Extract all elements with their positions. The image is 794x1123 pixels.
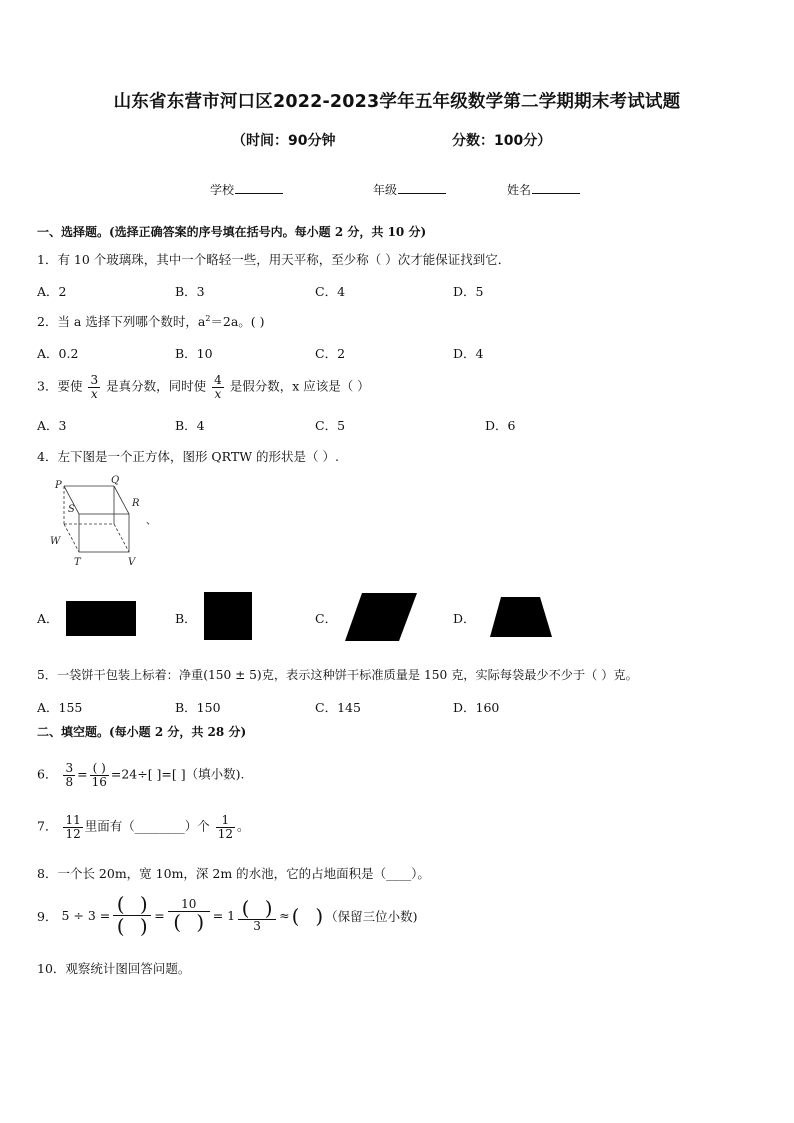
q6-equals: = <box>77 766 88 782</box>
cube-mark: 、 <box>146 516 156 527</box>
school-label: 学校 <box>210 183 235 197</box>
q7-fraction-1: $\frac{11}{12}$ <box>65 813 81 841</box>
grade-label: 年级 <box>373 183 398 197</box>
q5-option-d[interactable]: D．160 <box>453 700 500 715</box>
q9-numerator-blank[interactable]: ( ) <box>113 894 151 916</box>
q9-fraction-1[interactable] <box>113 894 151 937</box>
question-5: 5．一袋饼干包装上标着：净重(150 ± 5)克，表示这种饼干标准质量是 150 克，实际每袋最少不少于（ ）克。 <box>37 668 638 682</box>
school-blank[interactable] <box>235 181 283 194</box>
question-2 <box>37 312 265 330</box>
cube-label-s: S <box>68 504 75 515</box>
q3-option-b[interactable]: B．4 <box>175 418 205 433</box>
section2-heading: 二、填空题。(每小题 2 分，共 28 分) <box>37 725 247 739</box>
name-label: 姓名 <box>507 183 532 197</box>
q3-option-c[interactable]: C．5 <box>315 418 346 433</box>
question-10: 10．观察统计图回答问题。 <box>37 961 191 976</box>
q3-option-d[interactable]: D．6 <box>485 418 516 433</box>
question-8: 8．一个长 20m，宽 10m，深 2m 的水池，它的占地面积是（____）。 <box>37 866 430 881</box>
q1-option-a[interactable]: A．2 <box>37 284 67 299</box>
school-field <box>210 181 283 198</box>
q3-prefix: 3．要使 <box>37 378 83 394</box>
q4-shape-square[interactable] <box>204 592 252 640</box>
q2-exponent: 2 <box>205 313 211 323</box>
q3-middle: 是真分数，同时使 <box>106 378 207 394</box>
q4-shape-parallelogram[interactable] <box>344 592 418 642</box>
q7-middle[interactable]: 里面有（________）个 <box>84 818 210 834</box>
grade-field <box>373 181 446 198</box>
q6-fraction-2[interactable]: $\frac{( )}{16}$ <box>91 761 107 789</box>
q6-label: 6． <box>37 766 58 782</box>
q9-tail: （保留三位小数) <box>325 908 418 924</box>
question-7 <box>37 814 250 840</box>
q3-fraction-2: $\frac{4}{x}$ <box>214 373 222 401</box>
cube-label-p: P <box>55 480 62 491</box>
cube-label-q: Q <box>111 475 120 486</box>
q2-text-b: ＝2a。( ) <box>210 314 265 329</box>
cube-label-r: R <box>132 498 140 509</box>
q2-option-b[interactable]: B．10 <box>175 346 213 361</box>
q2-option-c[interactable]: C．2 <box>315 346 346 361</box>
name-field <box>507 181 580 198</box>
q5-option-b[interactable]: B．150 <box>175 700 221 715</box>
q9-lhs: 5 ÷ 3 = <box>61 908 111 923</box>
q9-result-blank[interactable]: ( ) <box>291 903 324 928</box>
q1-option-b[interactable]: B．3 <box>175 284 205 299</box>
q4-option-a[interactable]: A． <box>37 611 59 626</box>
q9-denominator-blank[interactable]: ( ) <box>116 914 148 938</box>
question-6 <box>37 762 244 788</box>
q2-text-a: 2．当 a 选择下列哪个数时，a <box>37 314 206 329</box>
question-4: 4．左下图是一个正方体，图形 QRTW 的形状是（ ）. <box>37 449 339 464</box>
exam-time: （时间：90分钟 <box>232 133 336 149</box>
q9-equals-one: = 1 <box>212 908 236 923</box>
q4-option-c[interactable]: C． <box>315 611 338 626</box>
q7-fraction-2: $\frac{1}{12}$ <box>217 813 233 841</box>
cube-label-t: T <box>74 557 81 568</box>
q7-label: 7． <box>37 818 58 834</box>
name-blank[interactable] <box>532 181 580 194</box>
cube-label-v: V <box>128 557 136 568</box>
page-title: 山东省东营市河口区2022-2023学年五年级数学第二学期期末考试试题 <box>113 92 681 112</box>
q9-denominator-blank-2[interactable]: ( ) <box>173 909 205 934</box>
q9-label: 9． <box>37 908 58 924</box>
q3-fraction-1: $\frac{3}{x}$ <box>90 373 99 401</box>
q9-equals: = <box>154 908 165 923</box>
question-3 <box>37 374 370 400</box>
exam-score: 分数：100分） <box>452 133 552 149</box>
q4-shape-rectangle[interactable] <box>66 601 136 636</box>
q6-rest: =24÷[ ]=[ ]（填小数). <box>110 766 245 782</box>
question-9 <box>37 894 418 937</box>
cube-label-w: W <box>50 536 61 547</box>
q4-option-b[interactable]: B． <box>175 611 197 626</box>
q9-fraction-3[interactable]: $\frac{( )}{3}$ <box>238 898 276 933</box>
q4-option-d[interactable]: D． <box>453 611 476 626</box>
q2-option-a[interactable]: A．0.2 <box>37 346 79 361</box>
q1-option-d[interactable]: D．5 <box>453 284 484 299</box>
q3-option-a[interactable]: A．3 <box>37 418 67 433</box>
q9-approx: ≈ <box>279 908 290 923</box>
q2-option-d[interactable]: D．4 <box>453 346 484 361</box>
question-1: 1．有 10 个玻璃珠，其中一个略轻一些，用天平称，至少称（ ）次才能保证找到它． <box>37 252 511 267</box>
q9-fraction-2[interactable]: $\frac{10}{( )}$ <box>168 898 210 933</box>
q1-option-c[interactable]: C．4 <box>315 284 346 299</box>
grade-blank[interactable] <box>398 181 446 194</box>
q6-fraction-1: $\frac{3}{8}$ <box>65 761 74 789</box>
q5-option-c[interactable]: C．145 <box>315 700 361 715</box>
q9-numerator-blank-3[interactable]: ( ) <box>238 898 276 920</box>
q7-end: 。 <box>237 818 250 834</box>
q3-suffix: 是假分数，x 应该是（ ） <box>229 378 370 394</box>
q4-shape-trapezoid[interactable] <box>489 596 553 638</box>
section1-heading: 一、选择题。(选择正确答案的序号填在括号内。每小题 2 分，共 10 分) <box>37 225 427 239</box>
q5-option-a[interactable]: A．155 <box>37 700 83 715</box>
